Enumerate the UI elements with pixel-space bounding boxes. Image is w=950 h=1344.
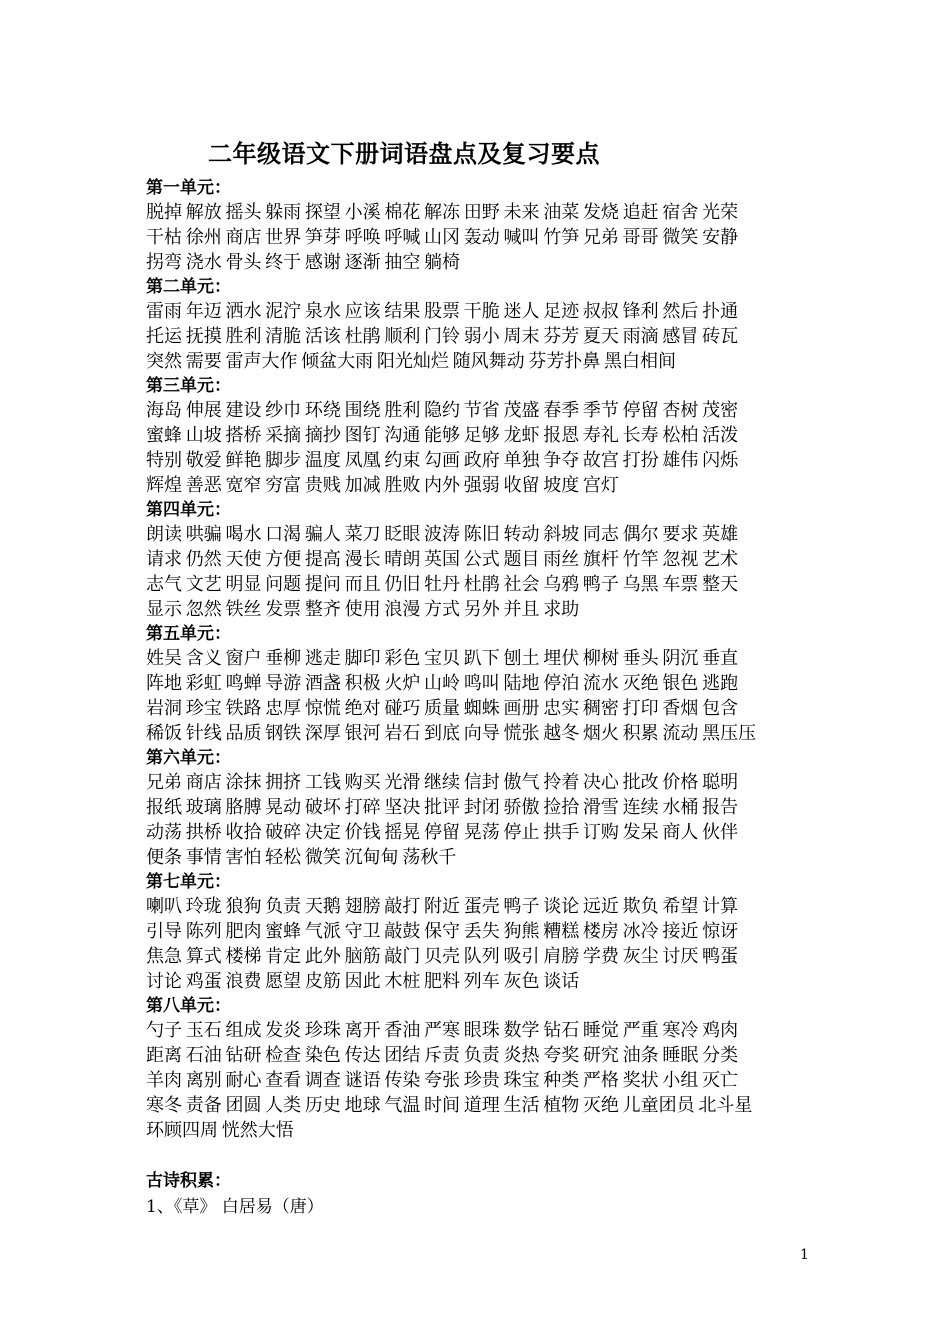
word-line: 喇叭 玲珑 狼狗 负责 天鹅 翅膀 敲打 附近 蛋壳 鸭子 谈论 远近 欺负 希望 计算 xyxy=(146,896,739,917)
section-spacer xyxy=(146,1143,810,1169)
unit-heading: 第一单元： xyxy=(146,178,231,198)
word-line: 勺子 玉石 组成 发炎 珍珠 离开 香油 严寒 眼珠 数学 钻石 睡觉 严重 寒冷 鸡肉 xyxy=(146,1020,739,1041)
unit-heading: 第三单元： xyxy=(146,376,231,396)
word-line: 引导 陈列 肥肉 蜜蜂 气派 守卫 敲鼓 保守 丢失 狗熊 糟糕 楼房 冰冷 接近 惊讶 xyxy=(146,921,739,942)
word-line: 脱掉 解放 摇头 躲雨 探望 小溪 棉花 解冻 田野 未来 油菜 发烧 追赶 宿舍 光荣 xyxy=(146,202,739,223)
page-number: 1 xyxy=(800,1247,809,1263)
word-line: 蜜蜂 山坡 搭桥 采摘 摘抄 图钉 沟通 能够 足够 龙虾 报恩 寿礼 长寿 松柏 活泼 xyxy=(146,425,739,446)
unit-section-5 xyxy=(146,622,810,746)
poem-title-line: 1、《草》 白居易（唐） xyxy=(146,1197,324,1217)
word-line: 海岛 伸展 建设 纱巾 环绕 围绕 胜利 隐约 节省 茂盛 春季 季节 停留 杏树 茂密 xyxy=(146,400,739,421)
word-line: 环顾四周 恍然大悟 xyxy=(146,1120,294,1141)
unit-heading: 第四单元： xyxy=(146,500,231,520)
word-line: 动荡 拱桥 收拾 破碎 决定 价钱 摇晃 停留 晃荡 停止 拱手 订购 发呆 商人 伙伴 xyxy=(146,822,739,843)
document-body xyxy=(146,176,810,1221)
word-line: 焦急 算式 楼梯 肯定 此外 脑筋 敲门 贝壳 队列 吸引 肩膀 学费 灰尘 讨厌 鸭蛋 xyxy=(146,946,739,967)
unit-section-2 xyxy=(146,275,810,374)
poem-heading: 古诗积累： xyxy=(146,1171,231,1191)
unit-heading: 第七单元： xyxy=(146,872,231,892)
word-line: 特别 敬爱 鲜艳 脚步 温度 凤凰 约束 勾画 政府 单独 争夺 故宫 打扮 雄伟 闪烁 xyxy=(146,450,739,471)
unit-section-8 xyxy=(146,994,810,1143)
word-line: 便条 事情 害怕 轻松 微笑 沉甸甸 荡秋千 xyxy=(146,847,457,868)
word-line: 干枯 徐州 商店 世界 笋芽 呼唤 呼喊 山冈 轰动 喊叫 竹笋 兄弟 哥哥 微笑 安静 xyxy=(146,227,739,248)
word-line: 托运 抚摸 胜利 清脆 活该 杜鹃 顺利 门铃 弱小 周末 芬芳 夏天 雨滴 感冒 砖瓦 xyxy=(146,326,739,347)
unit-heading: 第二单元： xyxy=(146,277,231,297)
unit-heading: 第六单元： xyxy=(146,748,231,768)
unit-section-4 xyxy=(146,498,810,622)
unit-section-6 xyxy=(146,746,810,870)
word-line: 突然 需要 雷声大作 倾盆大雨 阳光灿烂 随风舞动 芬芳扑鼻 黑白相间 xyxy=(146,351,677,372)
word-line: 讨论 鸡蛋 浪费 愿望 皮筋 因此 木桩 肥料 列车 灰色 谈话 xyxy=(146,971,580,992)
unit-section-1 xyxy=(146,176,810,275)
unit-heading: 第五单元： xyxy=(146,624,231,644)
word-line: 请求 仍然 天使 方便 提高 漫长 晴朗 英国 公式 题目 雨丝 旗杆 竹竿 忽视 艺术 xyxy=(146,549,739,570)
page-title: 二年级语文下册词语盘点及复习要点 xyxy=(208,139,600,168)
unit-section-3 xyxy=(146,374,810,498)
word-line: 拐弯 浇水 骨头 终于 感谢 逐渐 抽空 躺椅 xyxy=(146,252,461,273)
word-line: 兄弟 商店 涂抹 拥挤 工钱 购买 光滑 继续 信封 傲气 拎着 决心 批改 价格 聪明 xyxy=(146,772,739,793)
word-line: 岩洞 珍宝 铁路 忠厚 惊慌 绝对 碰巧 质量 蜘蛛 画册 忠实 稠密 打印 香烟 包含 xyxy=(146,698,739,719)
word-line: 姓吴 含义 窗户 垂柳 逃走 脚印 彩色 宝贝 趴下 刨土 埋伏 柳树 垂头 阴沉 垂直 xyxy=(146,648,739,669)
unit-heading: 第八单元： xyxy=(146,996,231,1016)
poem-section xyxy=(146,1169,810,1221)
word-line: 辉煌 善恶 宽窄 穷富 贵贱 加减 胜败 内外 强弱 收留 坡度 宫灯 xyxy=(146,475,619,496)
word-line: 朗读 哄骗 喝水 口渴 骗人 菜刀 眨眼 波涛 陈旧 转动 斜坡 同志 偶尔 要求 英雄 xyxy=(146,524,739,545)
word-line: 稀饭 针线 品质 钢铁 深厚 银河 岩石 到底 向导 慌张 越冬 烟火 积累 流动 黑压压 xyxy=(146,723,757,744)
word-line: 寒冬 责备 团圆 人类 历史 地球 气温 时间 道理 生活 植物 灭绝 儿童团员 北斗星 xyxy=(146,1095,753,1116)
word-line: 距离 石油 钻研 检查 染色 传达 团结 斥责 负责 炎热 夸奖 研究 油条 睡眠 分类 xyxy=(146,1045,739,1066)
word-line: 显示 忽然 铁丝 发票 整齐 使用 浪漫 方式 另外 并且 求助 xyxy=(146,599,580,620)
word-line: 报纸 玻璃 胳膊 晃动 破坏 打碎 坚决 批评 封闭 骄傲 捡拾 滑雪 连续 水桶 报告 xyxy=(146,797,739,818)
word-line: 雷雨 年迈 洒水 泥泞 泉水 应该 结果 股票 干脆 迷人 足迹 叔叔 锋利 然后 扑通 xyxy=(146,301,739,322)
word-line: 阵地 彩虹 鸣蝉 导游 酒盏 积极 火炉 山岭 鸣叫 陆地 停泊 流水 灭绝 银色 逃跑 xyxy=(146,673,739,694)
word-line: 志气 文艺 明显 问题 提问 而且 仍旧 牡丹 杜鹃 社会 乌鸦 鸭子 乌黑 车票 整天 xyxy=(146,574,739,595)
word-line: 羊肉 离别 耐心 查看 调查 谜语 传染 夸张 珍贵 珠宝 种类 严格 奖状 小组 灭亡 xyxy=(146,1070,739,1091)
unit-section-7 xyxy=(146,870,810,994)
